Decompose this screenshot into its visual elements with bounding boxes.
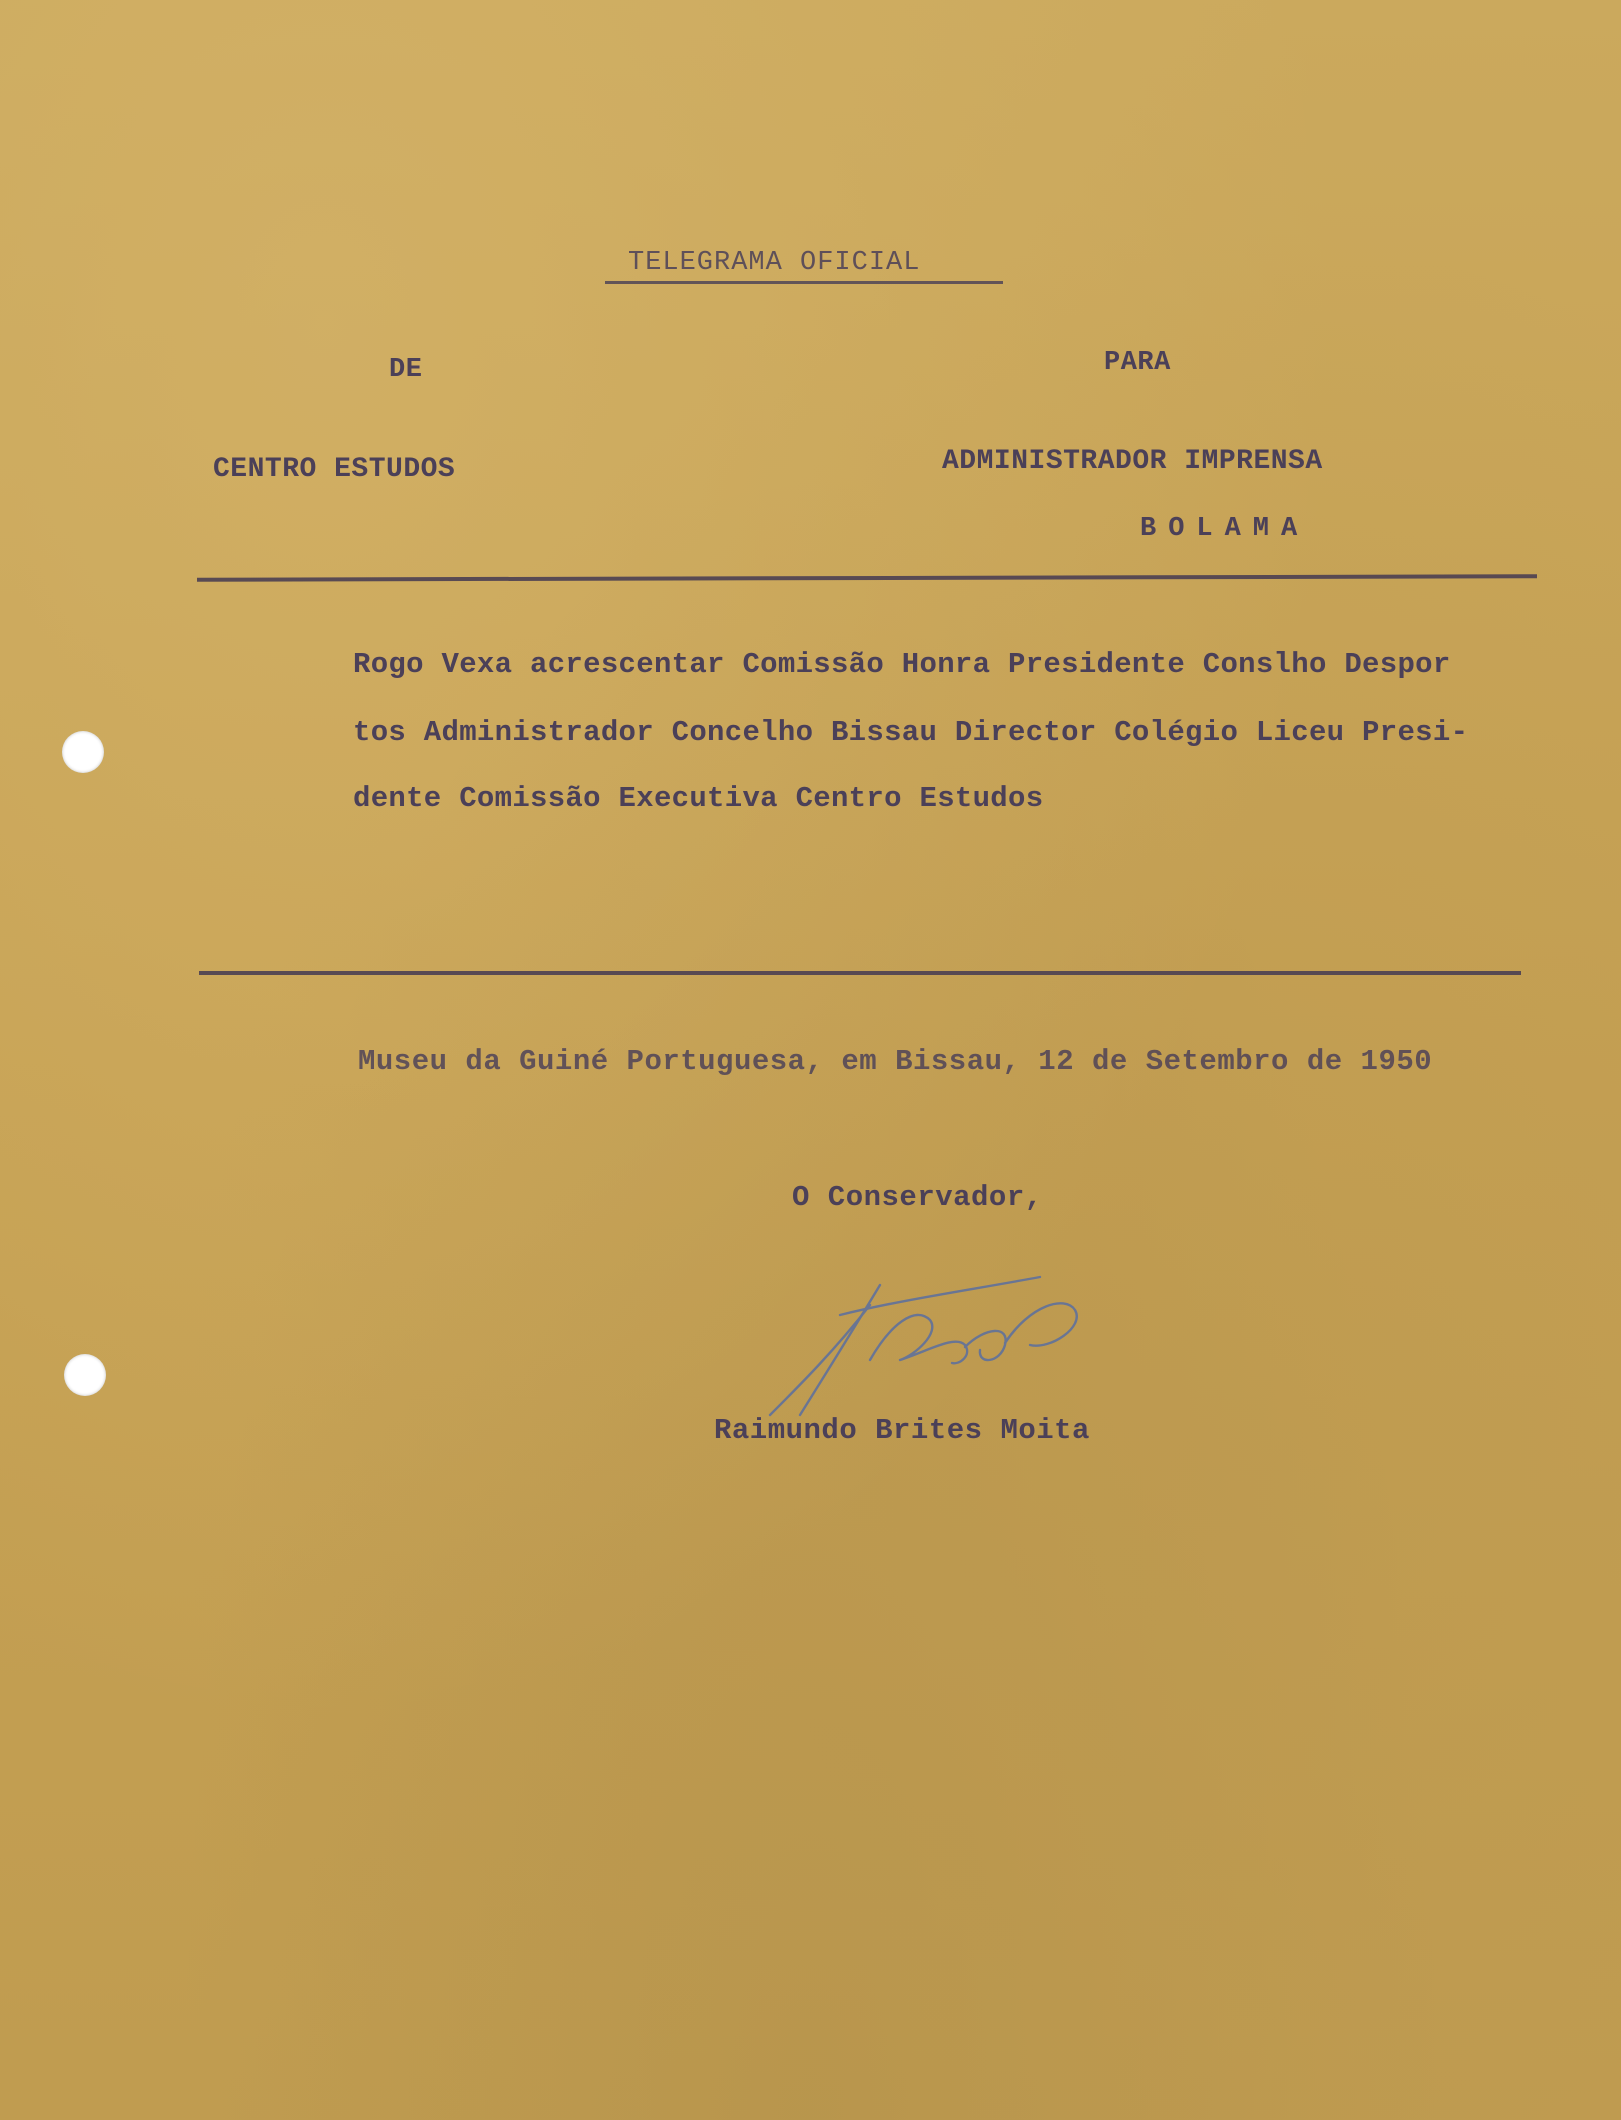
document-title: TELEGRAMA OFICIAL — [628, 248, 921, 278]
handwritten-signature — [740, 1265, 1120, 1435]
sender-name: CENTRO ESTUDOS — [213, 454, 456, 485]
signer-name: Raimundo Brites Moita — [714, 1414, 1090, 1447]
from-label: DE — [389, 355, 423, 385]
recipient-city: BOLAMA — [1140, 514, 1310, 544]
message-line-3: dente Comissão Executiva Centro Estudos — [353, 782, 1044, 815]
title-underline — [605, 281, 1003, 284]
divider-top — [197, 574, 1537, 582]
message-line-1: Rogo Vexa acrescentar Comissão Honra Presidente Conslho Despor — [353, 648, 1451, 681]
to-label: PARA — [1104, 348, 1171, 378]
place-and-date: Museu da Guiné Portuguesa, em Bissau, 12 de Setembro de 1950 — [358, 1045, 1433, 1078]
punch-hole-bottom — [64, 1354, 106, 1396]
message-line-2: tos Administrador Concelho Bissau Director Colégio Liceu Presi- — [353, 716, 1469, 749]
punch-hole-top — [62, 731, 104, 773]
recipient-name: ADMINISTRADOR IMPRENSA — [942, 446, 1323, 477]
divider-bottom — [199, 971, 1521, 975]
closing-title: O Conservador, — [792, 1181, 1043, 1214]
